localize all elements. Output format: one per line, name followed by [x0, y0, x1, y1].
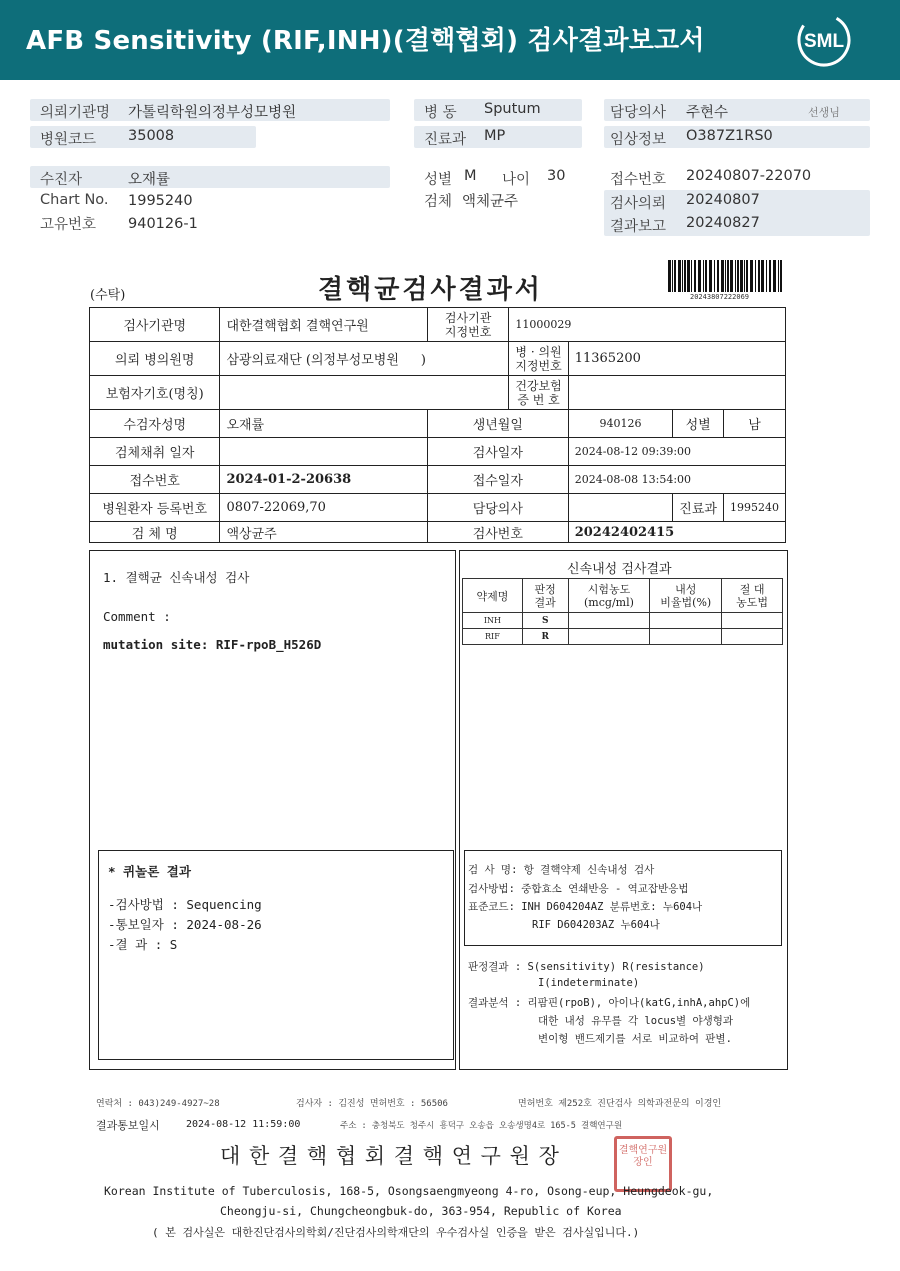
english-address-1: Korean Institute of Tuberculosis, 168-5, Osongsaengmyeong 4-ro, Osong-eup, Heungdeok-gu, — [104, 1184, 714, 1198]
barcode-bar — [698, 260, 701, 292]
barcode-bar — [737, 260, 739, 292]
cell-value: 오재률 — [220, 410, 427, 438]
doctor-suffix: 선생님 — [808, 106, 840, 119]
cell-value: 2024-01-2-20638 — [220, 466, 427, 494]
quinolone-date: -통보일자 : 2024-08-26 — [108, 917, 262, 932]
ward-label: 병 동 — [424, 105, 457, 121]
hospital-code-label: 병원코드 — [40, 132, 97, 148]
cell-label-line: 지정번호 — [515, 358, 562, 373]
rt-head-line: 절 대 — [739, 582, 765, 596]
barcode-bar — [705, 260, 707, 292]
rt-head-line: 비율법(%) — [660, 595, 712, 609]
barcode-bar — [727, 260, 729, 292]
ward-value: Sputum — [484, 101, 541, 117]
cell-text: ) — [420, 353, 426, 368]
cell-value: 남 — [723, 410, 785, 438]
rt-empty — [568, 613, 650, 629]
report-label: 결과보고 — [610, 219, 667, 235]
consign-label: (수탁) — [90, 288, 126, 303]
cell-label-line: 건강보험 — [515, 378, 562, 393]
cell-value: 20242402415 — [568, 522, 785, 543]
cell-label: 성별 — [673, 410, 724, 438]
notify-time: 2024-08-12 11:59:00 — [186, 1119, 301, 1130]
rt-head — [722, 579, 783, 613]
cell-label — [509, 376, 568, 410]
barcode-bar — [735, 260, 736, 292]
cell-value: 액상균주 — [220, 522, 427, 543]
analysis-line-3: 변이형 밴드제기를 서로 비교하여 판별. — [538, 1033, 732, 1045]
cell-value: 2024-08-08 13:54:00 — [568, 466, 785, 494]
cell-value: 1995240 — [723, 494, 785, 522]
receipt-value: 20240807-22070 — [686, 168, 812, 184]
rt-head-line: 판정 — [534, 582, 556, 596]
cell-value — [220, 342, 509, 376]
doctor-value: 주현수 — [686, 105, 729, 121]
report-value: 20240827 — [686, 215, 760, 231]
cell-value — [220, 376, 509, 410]
barcode-bar — [717, 260, 719, 292]
barcode-bar — [750, 260, 753, 292]
request-label: 검사의뢰 — [610, 196, 667, 212]
report-title: AFB Sensitivity (RIF,INH)(결핵협회) 검사결과보고서 — [26, 26, 705, 56]
quinolone-box — [98, 850, 454, 1060]
rapid-result-table — [462, 578, 783, 645]
patient-bar — [30, 166, 390, 188]
cell-label: 접수일자 — [427, 466, 568, 494]
analysis-line-2: 대한 내성 유무를 각 locus별 야생형과 — [538, 1015, 734, 1027]
info-table — [89, 307, 786, 543]
cell-value — [568, 376, 785, 410]
license: 면허번호 제252호 진단검사 의학과전문의 이경인 — [518, 1099, 722, 1109]
address: 주소 : 충청북도 청주시 흥덕구 오송읍 오송생명4로 165-5 결핵연구원 — [340, 1121, 623, 1131]
chart-no-label: Chart No. — [40, 192, 109, 208]
barcode-bar — [778, 260, 779, 292]
barcode-bar — [678, 260, 681, 292]
cell-label-line: 병 · 의원 — [515, 344, 562, 359]
barcode-bar — [674, 260, 676, 292]
cell-value: 940126 — [568, 410, 673, 438]
dept-label: 진료과 — [424, 132, 467, 148]
rt-judge: S — [522, 613, 568, 629]
seal-text: 결핵연구원장인 — [618, 1145, 668, 1168]
barcode-bar — [761, 260, 764, 292]
test-method: 검사방법: 중합효소 연쇄반응 - 역교잡반응법 — [468, 883, 689, 895]
cell-label: 검사기관명 — [90, 308, 220, 342]
cell-label: 의뢰 병의원명 — [90, 342, 220, 376]
clinical-label: 임상정보 — [610, 132, 667, 148]
sex-label: 성별 — [424, 172, 453, 188]
mutation-site: mutation site: RIF-rpoB_H526D — [103, 637, 322, 652]
rt-empty — [650, 613, 722, 629]
cell-label — [509, 342, 568, 376]
cell-value: 2024-08-12 09:39:00 — [568, 438, 785, 466]
barcode-bar — [758, 260, 760, 292]
rt-empty — [650, 629, 722, 645]
unique-label: 고유번호 — [40, 217, 97, 233]
barcode-bar — [746, 260, 748, 292]
rt-head-line: 시험농도 — [587, 582, 631, 596]
barcode-bar — [725, 260, 726, 292]
logo-text: SML — [803, 31, 845, 52]
barcode-bar — [694, 260, 696, 292]
rt-head-line: (mcg/ml) — [584, 595, 634, 609]
quinolone-title: * 퀴놀론 결과 — [108, 864, 191, 879]
patient-value: 오재률 — [128, 172, 171, 188]
unique-value: 940126-1 — [128, 216, 198, 232]
chart-no-value: 1995240 — [128, 193, 193, 209]
rt-head: 약제명 — [463, 579, 523, 613]
barcode-bar — [766, 260, 767, 292]
quinolone-method: -검사방법 : Sequencing — [108, 897, 262, 912]
rt-empty — [568, 629, 650, 645]
rt-head — [650, 579, 722, 613]
cell-label-line: 검사기관 — [444, 310, 492, 325]
certification-note: ( 본 검사실은 대한진단검사의학회/진단검사의학재단의 우수검사실 인증을 받은 검사실입니다.) — [152, 1226, 640, 1239]
rt-empty — [722, 629, 783, 645]
cell-label: 검사번호 — [427, 522, 568, 543]
contact: 연락처 : 043)249-4927~28 — [96, 1099, 220, 1109]
standard-code-1: 표준코드: INH D604204AZ 분류번호: 누604나 — [468, 901, 703, 913]
rt-judge: R — [522, 629, 568, 645]
hospital-code-value: 35008 — [128, 128, 175, 144]
clinical-value: O387Z1RS0 — [686, 128, 773, 144]
institution-value: 가톨릭학원의정부성모병원 — [128, 105, 297, 121]
cell-value — [220, 438, 427, 466]
age-value: 30 — [547, 168, 566, 184]
institution-label: 의뢰기관명 — [40, 105, 111, 121]
cell-label: 검사일자 — [427, 438, 568, 466]
barcode-bar — [780, 260, 782, 292]
patient-label: 수진자 — [40, 172, 83, 188]
barcode-bar — [668, 260, 671, 292]
cell-text: 삼광의료재단 (의정부성모병원 — [226, 353, 399, 368]
test-name: 검 사 명: 항 결핵약제 신속내성 검사 — [468, 864, 655, 876]
dept-value: MP — [484, 128, 506, 144]
barcode-bar — [730, 260, 733, 292]
cell-label: 접수번호 — [90, 466, 220, 494]
tester: 검사자 : 김진성 면허번호 : 56506 — [296, 1099, 448, 1109]
cell-label: 진료과 — [673, 494, 724, 522]
cell-value: 11365200 — [568, 342, 785, 376]
rt-head-line: 결과 — [534, 595, 556, 609]
rapid-title: 신속내성 검사결과 — [567, 562, 672, 577]
comment-label: Comment : — [103, 609, 171, 624]
request-value: 20240807 — [686, 192, 760, 208]
doctor-label: 담당의사 — [610, 105, 667, 121]
age-label: 나이 — [502, 172, 531, 188]
cell-label: 담당의사 — [427, 494, 568, 522]
receipt-label: 접수번호 — [610, 172, 667, 188]
cell-value — [568, 494, 673, 522]
rt-drug: INH — [463, 613, 523, 629]
barcode-bar — [773, 260, 776, 292]
cell-label: 검체채취 일자 — [90, 438, 220, 466]
cell-label: 생년월일 — [427, 410, 568, 438]
rt-head-line: 농도법 — [736, 595, 769, 609]
quinolone-result: -결 과 : S — [108, 937, 178, 952]
english-address-2: Cheongju-si, Chungcheongbuk-do, 363-954, Republic of Korea — [220, 1204, 622, 1218]
cell-label-line: 지정번호 — [444, 324, 492, 339]
barcode-bar — [740, 260, 743, 292]
cell-label — [427, 308, 508, 342]
standard-code-2: RIF D604203AZ 누604나 — [532, 919, 660, 931]
doc-title: 결핵균검사결과서 — [318, 275, 543, 305]
barcode-icon — [666, 260, 786, 294]
notify-label: 결과통보일시 — [96, 1119, 160, 1132]
rt-head — [568, 579, 650, 613]
rt-head — [522, 579, 568, 613]
cell-label: 보험자기호(명칭) — [90, 376, 220, 410]
barcode-bar — [744, 260, 745, 292]
barcode-bar — [672, 260, 673, 292]
barcode-bar — [714, 260, 715, 292]
barcode-bar — [709, 260, 712, 292]
analysis-line-1: 결과분석 : 리팜핀(rpoB), 아이나(katG,inhA,ahpC)에 — [468, 997, 751, 1009]
organization-name: 대 한 결 핵 협 회 결 핵 연 구 원 장 — [220, 1144, 560, 1168]
barcode-bar — [769, 260, 771, 292]
cell-label: 병원환자 등록번호 — [90, 494, 220, 522]
barcode-bar — [684, 260, 686, 292]
rt-drug: RIF — [463, 629, 523, 645]
cell-label-line: 증 번 호 — [517, 392, 560, 407]
cell-label: 검 체 명 — [90, 522, 220, 543]
section-heading: 1. 결핵균 신속내성 검사 — [103, 570, 250, 585]
barcode-bar — [703, 260, 704, 292]
barcode-bar — [755, 260, 756, 292]
cell-value: 0807-22069,70 — [220, 494, 427, 522]
rt-head-line: 내성 — [675, 582, 697, 596]
sex-value: M — [464, 168, 477, 184]
cell-value: 대한결핵협회 결핵연구원 — [220, 308, 427, 342]
cell-label: 수검자성명 — [90, 410, 220, 438]
specimen-value: 액체균주 — [462, 194, 519, 210]
report-header — [0, 0, 900, 80]
barcode-bar — [682, 260, 683, 292]
rt-empty — [722, 613, 783, 629]
cell-value: 11000029 — [509, 308, 786, 342]
judge-line-2: I(indeterminate) — [538, 977, 640, 989]
barcode-bar — [691, 260, 692, 292]
barcode-bar — [721, 260, 724, 292]
barcode-text: 20243807222069 — [690, 293, 750, 301]
barcode-bar — [687, 260, 690, 292]
sml-logo-icon — [796, 12, 852, 68]
specimen-label: 검체 — [424, 194, 453, 210]
judge-line-1: 판정결과 : S(sensitivity) R(resistance) — [468, 961, 705, 973]
